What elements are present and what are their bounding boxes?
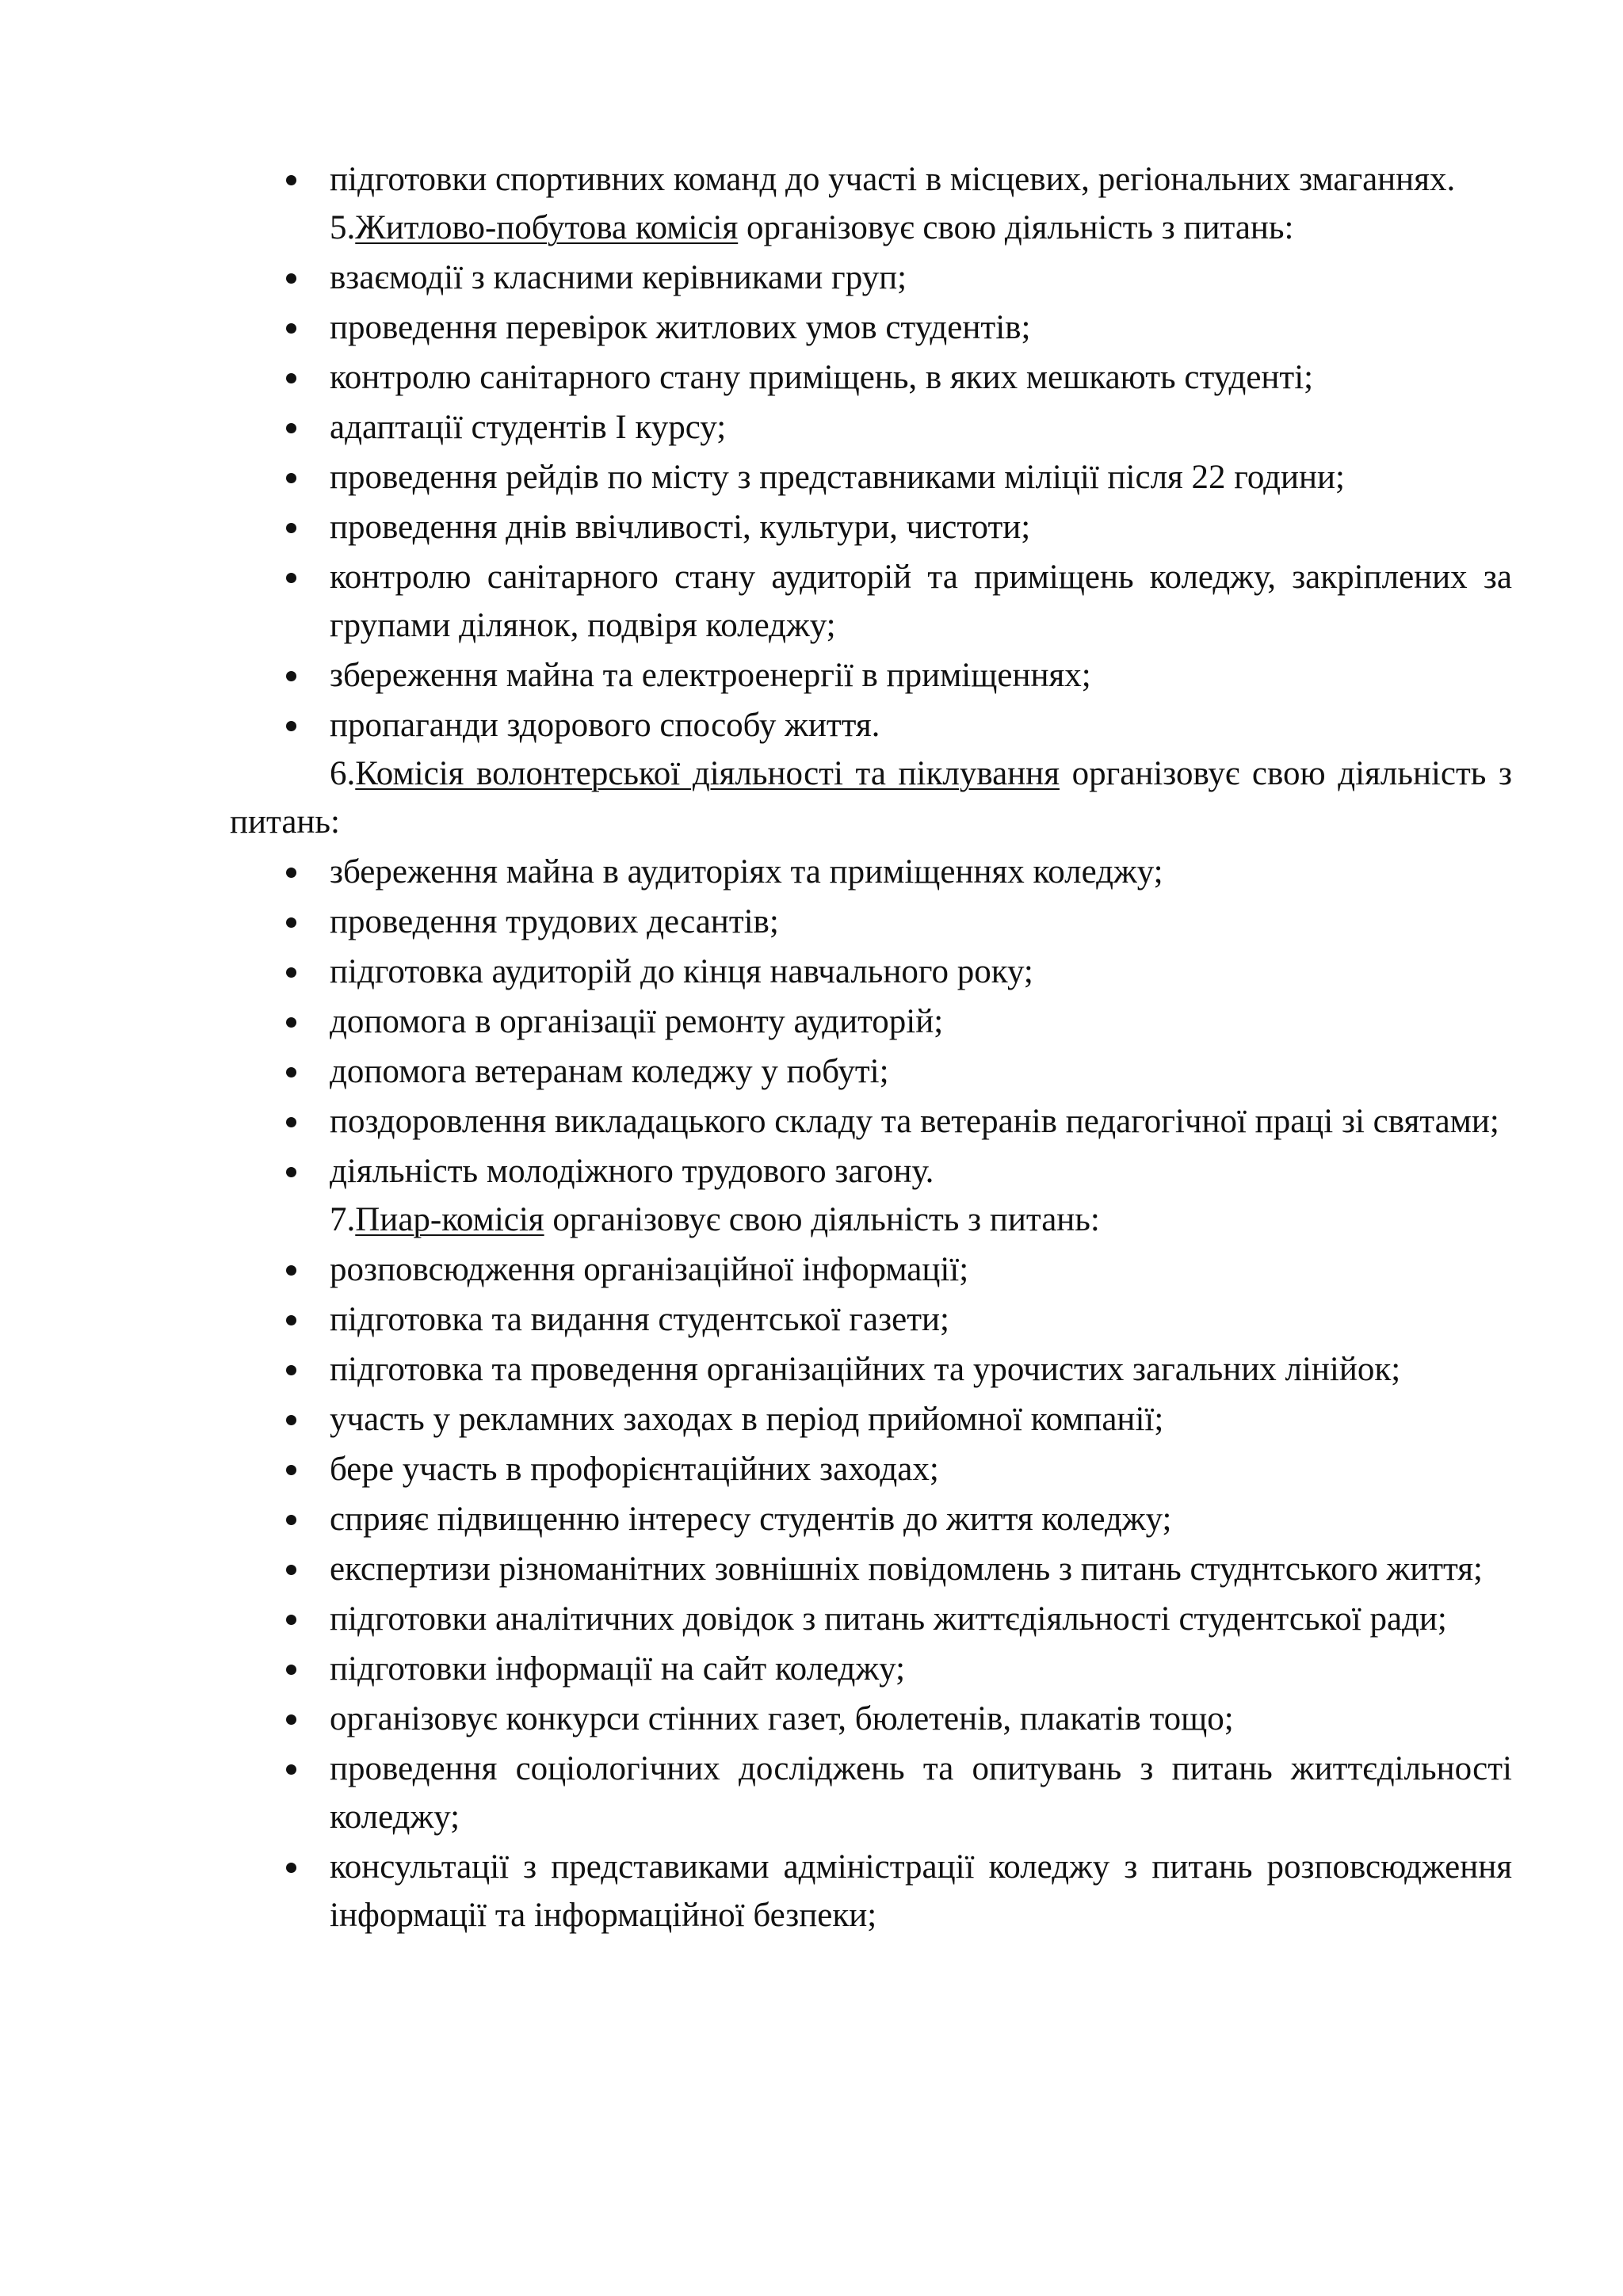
bullet-icon	[286, 1714, 296, 1725]
list-item: участь у рекламних заходах в період прийомної компанії;	[230, 1395, 1512, 1444]
list-item: підготовка аудиторій до кінця навчального року;	[230, 948, 1512, 996]
bullet-icon	[286, 1167, 296, 1177]
list-item: підготовки аналітичних довідок з питань життєдіяльності студентської ради;	[230, 1595, 1512, 1643]
list-item: допомога в організації ремонту аудиторій;	[230, 997, 1512, 1046]
list-item: допомога ветеранам коледжу у побуті;	[230, 1047, 1512, 1096]
list-item: проведення днів ввічливості, культури, чистоти;	[230, 503, 1512, 551]
bullet-icon	[286, 1017, 296, 1028]
list-item: взаємодії з класними керівниками груп;	[230, 254, 1512, 302]
list-item: підготовка та видання студентської газети;	[230, 1295, 1512, 1344]
bullet-icon	[286, 1615, 296, 1625]
section-6-heading: 6.Комісія волонтерської діяльності та піклування організовує свою діяльність з питань:	[230, 755, 1512, 841]
list-item: консультації з представиками адміністрації коледжу з питань розповсюдження інформації та інформаційної безпеки;	[230, 1843, 1512, 1939]
bullet-icon	[286, 423, 296, 433]
list-item: адаптації студентів І курсу;	[230, 403, 1512, 452]
list-item: збереження майна в аудиторіях та приміщеннях коледжу;	[230, 848, 1512, 896]
section-5-list	[230, 254, 1512, 749]
list-item: підготовка та проведення організаційних та урочистих загальних лінійок;	[230, 1345, 1512, 1394]
bullet-icon	[286, 523, 296, 533]
list-item: сприяє підвищенню інтересу студентів до життя коледжу;	[230, 1495, 1512, 1543]
list-item: проведення трудових десантів;	[230, 898, 1512, 946]
list-item: збереження майна та електроенергії в приміщеннях;	[230, 651, 1512, 700]
list-item: організовує конкурси стінних газет, бюлетенів, плакатів тощо;	[230, 1695, 1512, 1743]
section-5-title: Житлово-побутова комісія	[355, 209, 739, 246]
bullet-icon	[286, 175, 296, 185]
bullet-icon	[286, 373, 296, 383]
bullet-icon	[286, 1315, 296, 1325]
list-item: поздоровлення викладацького складу та ветеранів педагогічної праці зі святами;	[230, 1097, 1512, 1146]
list-item: контролю санітарного стану приміщень, в яких мешкають студенті;	[230, 353, 1512, 402]
list-item: підготовки інформації на сайт коледжу;	[230, 1645, 1512, 1693]
bullet-icon	[286, 917, 296, 928]
list-item: експертизи різноманітних зовнішніх повідомлень з питань студнтського життя;	[230, 1545, 1512, 1593]
list-item: розповсюдження організаційної інформації;	[230, 1245, 1512, 1294]
bullet-icon	[286, 273, 296, 284]
list-item: діяльність молодіжного трудового загону.	[230, 1147, 1512, 1196]
bullet-icon	[286, 1265, 296, 1276]
list-item: проведення рейдів по місту з представниками міліції після 22 години;	[230, 453, 1512, 502]
list-item: бере участь в профорієнтаційних заходах;	[230, 1445, 1512, 1493]
bullet-icon	[286, 573, 296, 583]
list-item: підготовки спортивних команд до участі в місцевих, регіональних змаганнях.	[230, 155, 1512, 204]
section-4-tail-list	[230, 155, 1512, 204]
list-item: проведення перевірок житлових умов студентів;	[230, 303, 1512, 352]
section-6-title: Комісія волонтерської діяльності та піклування	[355, 755, 1060, 792]
bullet-icon	[286, 671, 296, 681]
section-5-heading: 5.Житлово-побутова комісія організовує свою діяльність з питань:	[330, 209, 1294, 246]
bullet-icon	[286, 1365, 296, 1375]
bullet-icon	[286, 1515, 296, 1525]
bullet-icon	[286, 1465, 296, 1475]
bullet-icon	[286, 1117, 296, 1127]
list-item: пропаганди здорового способу життя.	[230, 701, 1512, 749]
bullet-icon	[286, 1415, 296, 1425]
bullet-icon	[286, 868, 296, 878]
bullet-icon	[286, 1565, 296, 1575]
list-item: контролю санітарного стану аудиторій та приміщень коледжу, закріплених за групами ділянок, подвіря коледжу;	[230, 553, 1512, 650]
section-7-title: Пиар-комісія	[355, 1201, 544, 1238]
bullet-icon	[286, 721, 296, 731]
page-content	[230, 155, 1512, 1939]
bullet-icon	[286, 473, 296, 483]
bullet-icon	[286, 323, 296, 334]
section-7-list	[230, 1245, 1512, 1939]
list-item: проведення соціологічних досліджень та опитувань з питань життєдільності коледжу;	[230, 1745, 1512, 1841]
bullet-icon	[286, 1665, 296, 1675]
section-6-list	[230, 848, 1512, 1196]
bullet-icon	[286, 967, 296, 978]
bullet-icon	[286, 1067, 296, 1077]
section-7-heading: 7.Пиар-комісія організовує свою діяльність з питань:	[330, 1201, 1100, 1238]
bullet-icon	[286, 1863, 296, 1873]
bullet-icon	[286, 1764, 296, 1775]
